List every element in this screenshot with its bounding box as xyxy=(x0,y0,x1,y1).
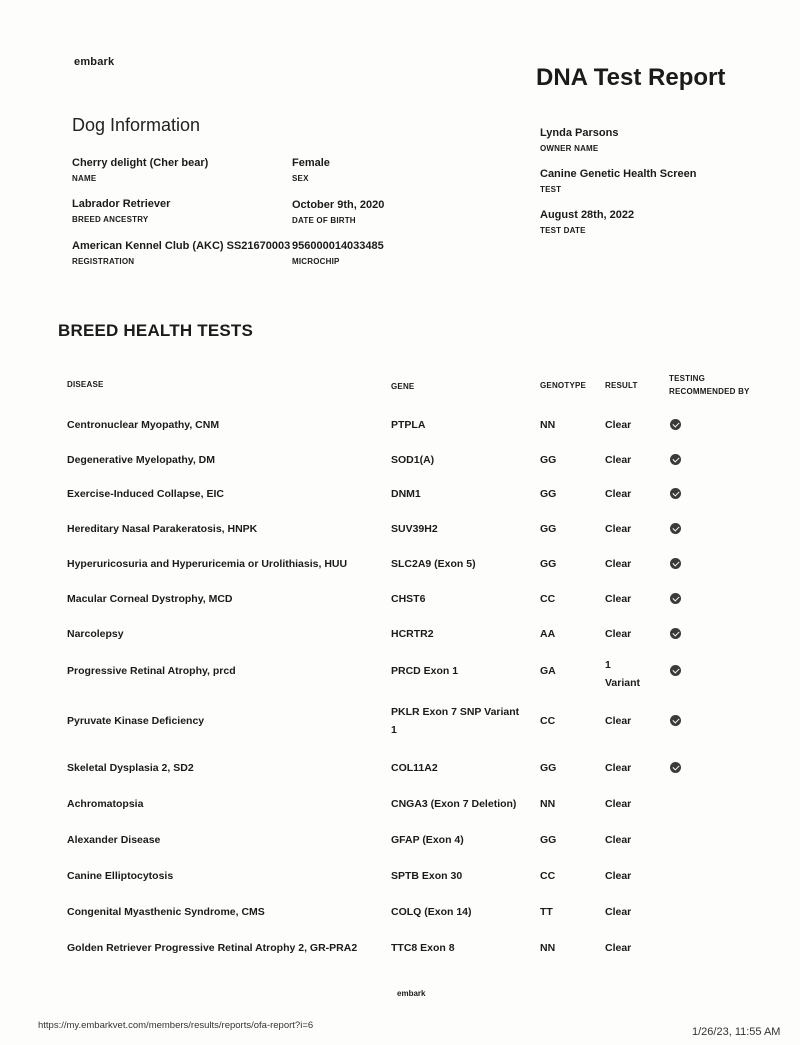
genotype-cell: GG xyxy=(540,762,557,774)
disease-cell: Degenerative Myelopathy, DM xyxy=(67,454,216,466)
disease-cell: Centronuclear Myopathy, CNM xyxy=(67,419,220,431)
genotype-cell: GG xyxy=(540,834,557,846)
microchip-label: MICROCHIP xyxy=(292,257,340,266)
recommended-cell xyxy=(670,485,690,503)
recommended-cell xyxy=(670,590,690,608)
owner-name-field xyxy=(540,127,618,153)
result-cell: Clear xyxy=(605,942,632,954)
gene-cell: SPTB Exon 30 xyxy=(391,870,463,882)
test-label: TEST xyxy=(540,185,562,194)
disease-cell: Progressive Retinal Atrophy, prcd xyxy=(67,665,236,677)
disease-cell: Canine Elliptocytosis xyxy=(67,870,174,882)
disease-cell: Exercise-Induced Collapse, EIC xyxy=(67,488,224,500)
ofa-check-badge-icon xyxy=(670,454,681,465)
result-cell: Clear xyxy=(605,798,632,810)
result-cell: Clear xyxy=(605,834,632,846)
breed-field xyxy=(72,198,170,224)
microchip-field xyxy=(292,240,384,266)
breed-label: BREED ANCESTRY xyxy=(72,215,149,224)
dog-name-label: NAME xyxy=(72,174,97,183)
dob-field xyxy=(292,199,384,225)
ofa-check-badge-icon xyxy=(670,715,681,726)
gene-cell: HCRTR2 xyxy=(391,628,434,640)
disease-cell: Macular Corneal Dystrophy, MCD xyxy=(67,593,233,605)
gene-cell: GFAP (Exon 4) xyxy=(391,834,464,846)
recommended-cell xyxy=(670,555,690,573)
genotype-cell: GG xyxy=(540,454,557,466)
genotype-cell: TT xyxy=(540,906,553,918)
recommended-cell xyxy=(670,416,690,434)
ofa-check-badge-icon xyxy=(670,665,681,676)
dob-value: October 9th, 2020 xyxy=(292,199,385,211)
owner-name-value: Lynda Parsons xyxy=(540,127,619,139)
genotype-cell: NN xyxy=(540,942,556,954)
result-cell: Clear xyxy=(605,593,632,605)
gene-cell: CHST6 xyxy=(391,593,426,605)
result-cell: Clear xyxy=(605,523,632,535)
test-date-field xyxy=(540,209,634,235)
recommended-cell xyxy=(670,625,690,643)
recommended-cell xyxy=(670,712,690,730)
gene-cell: PRCD Exon 1 xyxy=(391,665,459,677)
gene-cell: COLQ (Exon 14) xyxy=(391,906,472,918)
test-date-value: August 28th, 2022 xyxy=(540,209,635,221)
ofa-check-badge-icon xyxy=(670,628,681,639)
genotype-cell: GA xyxy=(540,665,556,677)
result-cell: Clear xyxy=(605,628,632,640)
gene-cell: SLC2A9 (Exon 5) xyxy=(391,558,476,570)
disease-cell: Golden Retriever Progressive Retinal Atrophy 2, GR-PRA2 xyxy=(67,942,358,954)
disease-cell: Hyperuricosuria and Hyperuricemia or Urolithiasis, HUU xyxy=(67,558,348,570)
result-cell: Clear xyxy=(605,488,632,500)
footer-url: https://my.embarkvet.com/members/results/reports/ofa-report?i=6 xyxy=(38,1020,314,1031)
ofa-check-badge-icon xyxy=(670,762,681,773)
disease-cell: Skeletal Dysplasia 2, SD2 xyxy=(67,762,194,774)
gene-cell: PTPLA xyxy=(391,419,426,431)
genotype-cell: NN xyxy=(540,419,556,431)
recommended-cell xyxy=(670,451,690,469)
disease-cell: Hereditary Nasal Parakeratosis, HNPK xyxy=(67,523,258,535)
genotype-cell: CC xyxy=(540,593,556,605)
sex-field xyxy=(292,157,330,183)
breed-value: Labrador Retriever xyxy=(72,198,171,210)
disease-cell: Congenital Myasthenic Syndrome, CMS xyxy=(67,906,265,918)
gene-cell: DNM1 xyxy=(391,488,421,500)
col-recommended-header-line1: TESTING xyxy=(669,374,706,383)
result-cell: Clear xyxy=(605,558,632,570)
genotype-cell: GG xyxy=(540,523,557,535)
registration-value: American Kennel Club (AKC) SS21670003 xyxy=(72,240,291,252)
gene-cell: SOD1(A) xyxy=(391,454,435,466)
recommended-cell xyxy=(670,759,690,777)
disease-cell: Pyruvate Kinase Deficiency xyxy=(67,715,205,727)
ofa-check-badge-icon xyxy=(670,558,681,569)
dog-info-title: Dog Information xyxy=(72,115,201,135)
footer-brand: embark xyxy=(397,989,426,998)
genotype-cell: CC xyxy=(540,870,556,882)
genotype-cell: NN xyxy=(540,798,556,810)
test-value: Canine Genetic Health Screen xyxy=(540,168,697,180)
gene-cell: TTC8 Exon 8 xyxy=(391,942,455,954)
col-disease-header: DISEASE xyxy=(67,380,104,389)
dog-name-field xyxy=(72,157,208,183)
owner-name-label: OWNER NAME xyxy=(540,144,599,153)
result-cell: 1 Variant xyxy=(605,659,641,689)
disease-cell: Alexander Disease xyxy=(67,834,161,846)
sex-label: SEX xyxy=(292,174,309,183)
dog-name-value: Cherry delight (Cher bear) xyxy=(72,157,209,169)
sex-value: Female xyxy=(292,157,330,169)
ofa-check-badge-icon xyxy=(670,593,681,604)
col-recommended-header-line2: RECOMMENDED BY xyxy=(669,387,750,396)
report-title: DNA Test Report xyxy=(536,64,726,91)
result-cell: Clear xyxy=(605,454,632,466)
result-cell: Clear xyxy=(605,715,632,727)
gene-cell: PKLR Exon 7 SNP Variant 1 xyxy=(391,706,520,736)
result-cell: Clear xyxy=(605,762,632,774)
genotype-cell: GG xyxy=(540,488,557,500)
gene-cell: SUV39H2 xyxy=(391,523,438,535)
gene-cell: COL11A2 xyxy=(391,762,438,774)
genotype-cell: AA xyxy=(540,628,556,640)
registration-field xyxy=(72,240,290,266)
col-gene-header: GENE xyxy=(391,382,415,391)
recommended-cell xyxy=(670,662,690,680)
dob-label: DATE OF BIRTH xyxy=(292,216,356,225)
registration-label: REGISTRATION xyxy=(72,257,135,266)
col-genotype-header: GENOTYPE xyxy=(540,381,587,390)
result-cell: Clear xyxy=(605,906,632,918)
disease-cell: Achromatopsia xyxy=(67,798,144,810)
microchip-value: 956000014033485 xyxy=(292,240,384,252)
genotype-cell: CC xyxy=(540,715,556,727)
col-recommended-header xyxy=(669,372,750,398)
ofa-check-badge-icon xyxy=(670,523,681,534)
genotype-cell: GG xyxy=(540,558,557,570)
test-date-label: TEST DATE xyxy=(540,226,586,235)
footer-timestamp: 1/26/23, 11:55 AM xyxy=(692,1026,781,1038)
disease-cell: Narcolepsy xyxy=(67,628,124,640)
gene-cell: CNGA3 (Exon 7 Deletion) xyxy=(391,798,517,810)
result-cell: Clear xyxy=(605,870,632,882)
recommended-cell xyxy=(670,520,690,538)
col-result-header: RESULT xyxy=(605,381,638,390)
ofa-check-badge-icon xyxy=(670,488,681,499)
ofa-check-badge-icon xyxy=(670,419,681,430)
test-field xyxy=(540,168,697,194)
breed-health-tests-title: BREED HEALTH TESTS xyxy=(58,321,254,340)
result-cell: Clear xyxy=(605,419,632,431)
brand-logo: embark xyxy=(74,56,115,68)
